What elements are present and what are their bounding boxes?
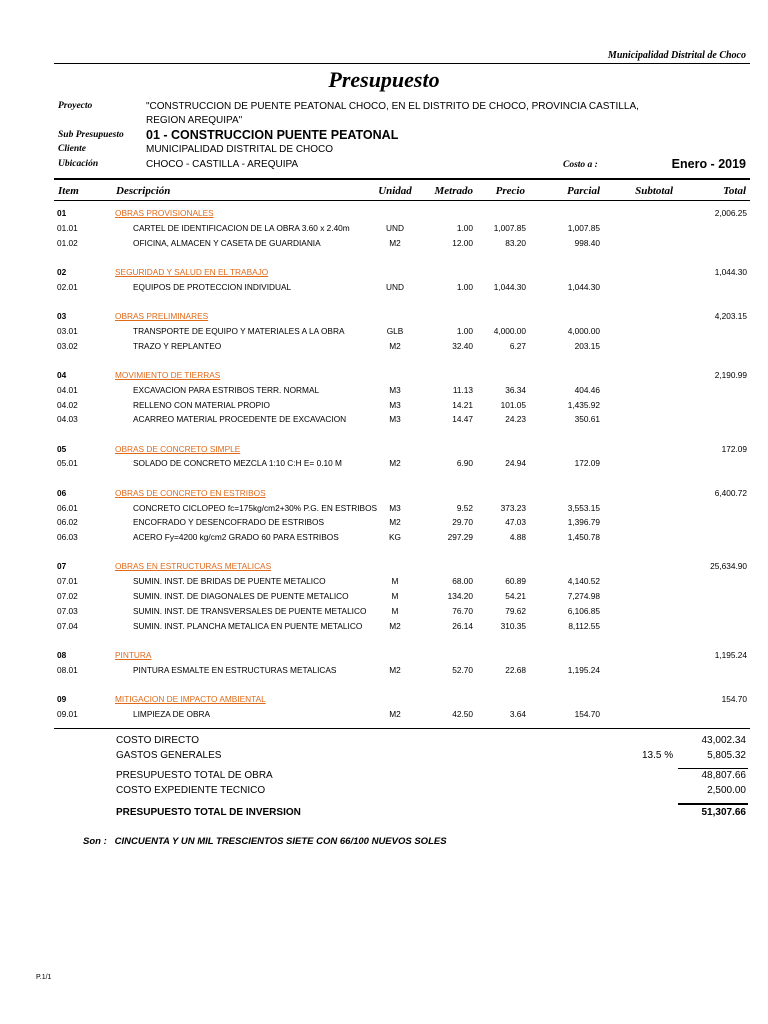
row-item: 07.01 — [57, 576, 78, 587]
row-metrado: 32.40 — [452, 340, 473, 351]
row-parcial: 4,000.00 — [567, 325, 600, 336]
table-row — [0, 385, 768, 399]
table-row — [0, 458, 768, 472]
gastos-generales-value: 5,805.32 — [707, 750, 746, 761]
row-item: 06.03 — [57, 532, 78, 543]
proyecto-line1: "CONSTRUCCION DE PUENTE PEATONAL CHOCO, EN EL DISTRITO DE CHOCO, PROVINCIA CASTILLA, — [146, 101, 639, 112]
row-metrado: 14.47 — [452, 414, 473, 425]
page-number: P.1/1 — [36, 974, 52, 981]
cliente-label: Cliente — [58, 144, 86, 154]
row-description: CARTEL DE IDENTIFICACION DE LA OBRA 3.60 x 2.40m — [133, 222, 350, 233]
row-description: RELLENO CON MATERIAL PROPIO — [133, 399, 270, 410]
row-item: 06.01 — [57, 502, 78, 513]
col-total: Total — [723, 185, 746, 197]
table-row — [0, 503, 768, 517]
row-unit: M2 — [389, 458, 401, 469]
row-item: 01.02 — [57, 237, 78, 248]
row-metrado: 76.70 — [452, 605, 473, 616]
row-description: EQUIPOS DE PROTECCION INDIVIDUAL — [133, 281, 292, 292]
row-item: 07.02 — [57, 591, 78, 601]
expediente-label: COSTO EXPEDIENTE TECNICO — [116, 785, 266, 796]
row-metrado: 1.00 — [456, 325, 473, 336]
row-unit: M2 — [389, 517, 401, 528]
section-total: 1,044.30 — [714, 266, 747, 277]
row-parcial: 6,106.85 — [567, 605, 600, 616]
row-parcial: 1,195.24 — [567, 664, 600, 675]
municipality-name: Municipalidad Distrital de Choco — [607, 50, 746, 61]
row-description: SUMIN. INST. DE TRANSVERSALES DE PUENTE METALICO — [133, 605, 367, 616]
row-unit: M — [391, 591, 399, 601]
col-subtotal: Subtotal — [635, 185, 673, 197]
row-unit: M3 — [389, 399, 401, 410]
table-row — [0, 282, 768, 296]
row-metrado: 9.52 — [456, 502, 473, 513]
row-description: SUMIN. INST. DE BRIDAS DE PUENTE METALICO — [133, 576, 326, 587]
section-item: 01 — [57, 208, 67, 218]
row-parcial: 404.46 — [574, 384, 600, 395]
gastos-generales-label: GASTOS GENERALES — [116, 750, 222, 761]
col-unidad: Unidad — [378, 185, 412, 197]
row-unit: M2 — [389, 620, 401, 631]
row-metrado: 1.00 — [456, 281, 473, 292]
header-rule — [54, 63, 750, 64]
row-item: 03.02 — [57, 340, 78, 351]
row-parcial: 350.61 — [574, 414, 600, 425]
section-item: 05 — [57, 443, 67, 454]
row-item: 07.03 — [57, 605, 78, 616]
row-unit: GLB — [386, 325, 404, 336]
cliente-value: MUNICIPALIDAD DISTRITAL DE CHOCO — [146, 144, 334, 155]
row-metrado: 297.29 — [447, 532, 473, 543]
section-item: 06 — [57, 487, 67, 498]
row-description: OFICINA, ALMACEN Y CASETA DE GUARDIANIA — [133, 237, 321, 248]
col-item: Item — [58, 185, 79, 197]
ppto-obra-label: PRESUPUESTO TOTAL DE OBRA — [116, 770, 273, 781]
row-precio: 60.89 — [505, 576, 526, 587]
row-metrado: 1.00 — [456, 222, 473, 233]
costo-directo-label: COSTO DIRECTO — [116, 735, 199, 746]
table-row — [0, 532, 768, 546]
row-metrado: 6.90 — [456, 458, 473, 469]
subpresupuesto-value: 01 - CONSTRUCCION PUENTE PEATONAL — [146, 128, 399, 142]
row-item: 07.04 — [57, 620, 78, 631]
row-metrado: 42.50 — [452, 708, 473, 719]
section-row — [0, 267, 768, 281]
col-precio: Precio — [495, 185, 525, 197]
row-unit: M2 — [389, 340, 401, 351]
row-description: ACERO Fy=4200 kg/cm2 GRADO 60 PARA ESTRIBOS — [133, 532, 339, 543]
row-unit: M3 — [389, 502, 401, 513]
section-item: 04 — [57, 369, 67, 380]
row-precio: 24.94 — [505, 458, 526, 469]
row-item: 09.01 — [57, 708, 78, 719]
summary-top-rule — [54, 728, 750, 729]
row-item: 08.01 — [57, 664, 78, 675]
section-title: MOVIMIENTO DE TIERRAS — [115, 369, 221, 380]
section-total: 2,006.25 — [714, 208, 747, 218]
costo-label: Costo a : — [563, 160, 598, 170]
expediente-value: 2,500.00 — [707, 785, 746, 796]
section-item: 03 — [57, 311, 67, 321]
row-precio: 101.05 — [500, 399, 526, 410]
table-row — [0, 223, 768, 237]
row-parcial: 7,274.98 — [567, 591, 600, 601]
row-item: 02.01 — [57, 281, 78, 292]
section-title: OBRAS PRELIMINARES — [115, 311, 209, 321]
row-item: 05.01 — [57, 458, 78, 469]
row-metrado: 29.70 — [452, 517, 473, 528]
row-unit: M3 — [389, 414, 401, 425]
row-item: 01.01 — [57, 222, 78, 233]
table-row — [0, 591, 768, 605]
col-parcial: Parcial — [567, 185, 600, 197]
row-precio: 83.20 — [505, 237, 526, 248]
section-row — [0, 488, 768, 502]
row-parcial: 998.40 — [574, 237, 600, 248]
section-item: 02 — [57, 266, 67, 277]
row-precio: 4.88 — [509, 532, 526, 543]
row-metrado: 11.13 — [452, 384, 473, 395]
row-precio: 3.64 — [509, 708, 526, 719]
row-description: CONCRETO CICLOPEO fc=175kg/cm2+30% P.G. EN ESTRIBOS — [133, 502, 378, 513]
row-unit: M — [391, 576, 399, 587]
section-title: PINTURA — [115, 649, 152, 660]
proyecto-line2: REGION AREQUIPA" — [146, 115, 243, 126]
table-row — [0, 576, 768, 590]
row-precio: 4,000.00 — [493, 325, 526, 336]
ubicacion-value: CHOCO - CASTILLA - AREQUIPA — [146, 159, 299, 170]
section-item: 09 — [57, 694, 67, 704]
section-title: OBRAS EN ESTRUCTURAS METALICAS — [115, 561, 272, 572]
row-description: ACARREO MATERIAL PROCEDENTE DE EXCAVACION — [133, 414, 347, 425]
row-parcial: 1,396.79 — [567, 517, 600, 528]
row-metrado: 12.00 — [452, 237, 473, 248]
row-precio: 1,007.85 — [493, 222, 526, 233]
section-item: 07 — [57, 561, 67, 572]
row-precio: 1,044.30 — [493, 281, 526, 292]
row-description: PINTURA ESMALTE EN ESTRUCTURAS METALICAS — [133, 664, 337, 675]
row-description: EXCAVACION PARA ESTRIBOS TERR. NORMAL — [133, 384, 320, 395]
son-label: Son : — [83, 836, 107, 847]
row-item: 06.02 — [57, 517, 78, 528]
row-parcial: 154.70 — [574, 708, 600, 719]
row-metrado: 26.14 — [452, 620, 473, 631]
table-row — [0, 341, 768, 355]
table-row — [0, 238, 768, 252]
row-item: 03.01 — [57, 325, 78, 336]
table-row — [0, 621, 768, 635]
section-row — [0, 444, 768, 458]
row-unit: UND — [386, 222, 404, 233]
row-item: 04.02 — [57, 399, 78, 410]
row-description: SUMIN. INST. PLANCHA METALICA EN PUENTE METALICO — [133, 620, 363, 631]
row-item: 04.03 — [57, 414, 78, 425]
section-total: 172.09 — [721, 443, 747, 454]
row-item: 04.01 — [57, 384, 78, 395]
table-row — [0, 517, 768, 531]
table-row — [0, 414, 768, 428]
section-title: SEGURIDAD Y SALUD EN EL TRABAJO — [115, 266, 269, 277]
table-row — [0, 665, 768, 679]
row-unit: M — [391, 605, 399, 616]
row-description: SOLADO DE CONCRETO MEZCLA 1:10 C:H E= 0.10 M — [133, 458, 342, 469]
ubicacion-label: Ubicación — [58, 159, 99, 169]
row-description: TRANSPORTE DE EQUIPO Y MATERIALES A LA OBRA — [133, 325, 345, 336]
table-row — [0, 400, 768, 414]
section-row — [0, 650, 768, 664]
row-precio: 373.23 — [500, 502, 526, 513]
row-unit: UND — [386, 281, 404, 292]
section-row — [0, 694, 768, 708]
row-unit: M2 — [389, 664, 401, 675]
row-unit: M2 — [389, 237, 401, 248]
table-top-rule — [54, 178, 750, 180]
costo-directo-value: 43,002.34 — [701, 735, 746, 746]
row-metrado: 134.20 — [447, 591, 473, 601]
row-precio: 79.62 — [505, 605, 526, 616]
son-text: CINCUENTA Y UN MIL TRESCIENTOS SIETE CON 66/100 NUEVOS SOLES — [114, 836, 447, 847]
section-row — [0, 370, 768, 384]
table-header-rule — [54, 200, 750, 201]
row-precio: 22.68 — [505, 664, 526, 675]
section-total: 154.70 — [721, 694, 747, 704]
section-row — [0, 311, 768, 325]
section-total: 1,195.24 — [714, 649, 747, 660]
section-title: OBRAS DE CONCRETO SIMPLE — [115, 443, 241, 454]
table-row — [0, 606, 768, 620]
row-description: TRAZO Y REPLANTEO — [133, 340, 222, 351]
row-parcial: 1,007.85 — [567, 222, 600, 233]
row-precio: 36.34 — [505, 384, 526, 395]
row-precio: 24.23 — [505, 414, 526, 425]
row-parcial: 8,112.55 — [568, 620, 600, 631]
row-unit: M3 — [389, 384, 401, 395]
row-precio: 6.27 — [509, 340, 526, 351]
row-parcial: 1,435.92 — [567, 399, 600, 410]
ppto-inversion-label: PRESUPUESTO TOTAL DE INVERSION — [116, 807, 301, 818]
row-description: LIMPIEZA DE OBRA — [133, 708, 210, 719]
row-precio: 310.35 — [500, 620, 526, 631]
total-rule — [678, 803, 748, 805]
row-unit: KG — [389, 532, 401, 543]
costo-value: Enero - 2019 — [671, 157, 746, 171]
section-row — [0, 208, 768, 222]
row-metrado: 68.00 — [452, 576, 473, 587]
section-row — [0, 561, 768, 575]
row-metrado: 14.21 — [452, 399, 473, 410]
proyecto-label: Proyecto — [58, 101, 93, 111]
gastos-generales-pct: 13.5 % — [642, 750, 674, 761]
page-title: Presupuesto — [328, 67, 440, 92]
table-row — [0, 709, 768, 723]
section-item: 08 — [57, 649, 67, 660]
row-parcial: 1,450.78 — [567, 532, 600, 543]
row-parcial: 3,553.15 — [567, 502, 600, 513]
row-unit: M2 — [389, 708, 401, 719]
ppto-inversion-value: 51,307.66 — [701, 807, 746, 818]
col-metrado: Metrado — [434, 185, 473, 197]
ppto-obra-value: 48,807.66 — [701, 770, 746, 781]
col-descripcion: Descripción — [116, 185, 171, 197]
row-precio: 47.03 — [505, 517, 526, 528]
subtotal-rule — [678, 768, 748, 769]
table-row — [0, 326, 768, 340]
section-title: OBRAS DE CONCRETO EN ESTRIBOS — [115, 487, 266, 498]
amount-in-words — [83, 836, 447, 847]
section-title: OBRAS PROVISIONALES — [115, 208, 214, 218]
section-total: 4,203.15 — [714, 311, 747, 321]
row-parcial: 203.15 — [574, 340, 600, 351]
section-total: 25,634.90 — [710, 561, 747, 572]
section-title: MITIGACION DE IMPACTO AMBIENTAL — [115, 694, 266, 704]
row-parcial: 1,044.30 — [567, 281, 600, 292]
row-precio: 54.21 — [505, 591, 526, 601]
row-description: ENCOFRADO Y DESENCOFRADO DE ESTRIBOS — [133, 517, 325, 528]
subpresupuesto-label: Sub Presupuesto — [58, 130, 124, 140]
section-total: 6,400.72 — [714, 487, 747, 498]
row-description: SUMIN. INST. DE DIAGONALES DE PUENTE METALICO — [133, 591, 349, 601]
row-metrado: 52.70 — [452, 664, 473, 675]
row-parcial: 172.09 — [574, 458, 600, 469]
row-parcial: 4,140.52 — [567, 576, 600, 587]
section-total: 2,190.99 — [714, 369, 747, 380]
